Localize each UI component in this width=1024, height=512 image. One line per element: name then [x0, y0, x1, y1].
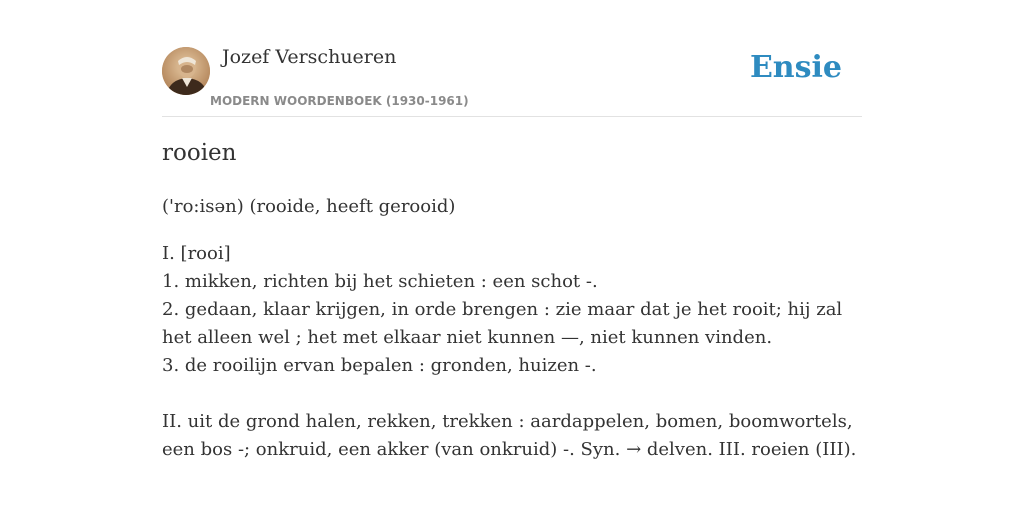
definition-line: 2. gedaan, klaar krijgen, in orde brengen : zie maar dat je het rooit; hij zal het alleen wel ; het met elkaar niet kunnen —, niet kunnen vinden. — [162, 299, 843, 348]
page-title: rooien — [162, 140, 237, 166]
definition-line: II. uit de grond halen, rekken, trekken : aardappelen, bomen, boomwortels, een bos -; onkruid, een akker (van onkruid) -. Syn. → delven. III. roeien (III). — [162, 411, 857, 460]
entry-body — [162, 193, 862, 464]
definition-line: I. [rooi] — [162, 243, 231, 264]
author-avatar[interactable] — [162, 47, 210, 95]
spacer — [162, 380, 862, 408]
portrait-icon — [162, 47, 210, 95]
pronunciation: ('ro:isən) (rooide, heeft gerooid) — [162, 196, 456, 217]
header — [162, 44, 862, 117]
definition-line: 1. mikken, richten bij het schieten : een schot -. — [162, 271, 598, 292]
brand-logo[interactable]: Ensie — [749, 50, 842, 85]
definition-line: 3. de rooilijn ervan bepalen : gronden, huizen -. — [162, 355, 597, 376]
author-name[interactable]: Jozef Verschueren — [222, 46, 397, 68]
source-label[interactable]: MODERN WOORDENBOEK (1930-1961) — [210, 94, 469, 108]
definition-list — [162, 240, 862, 464]
